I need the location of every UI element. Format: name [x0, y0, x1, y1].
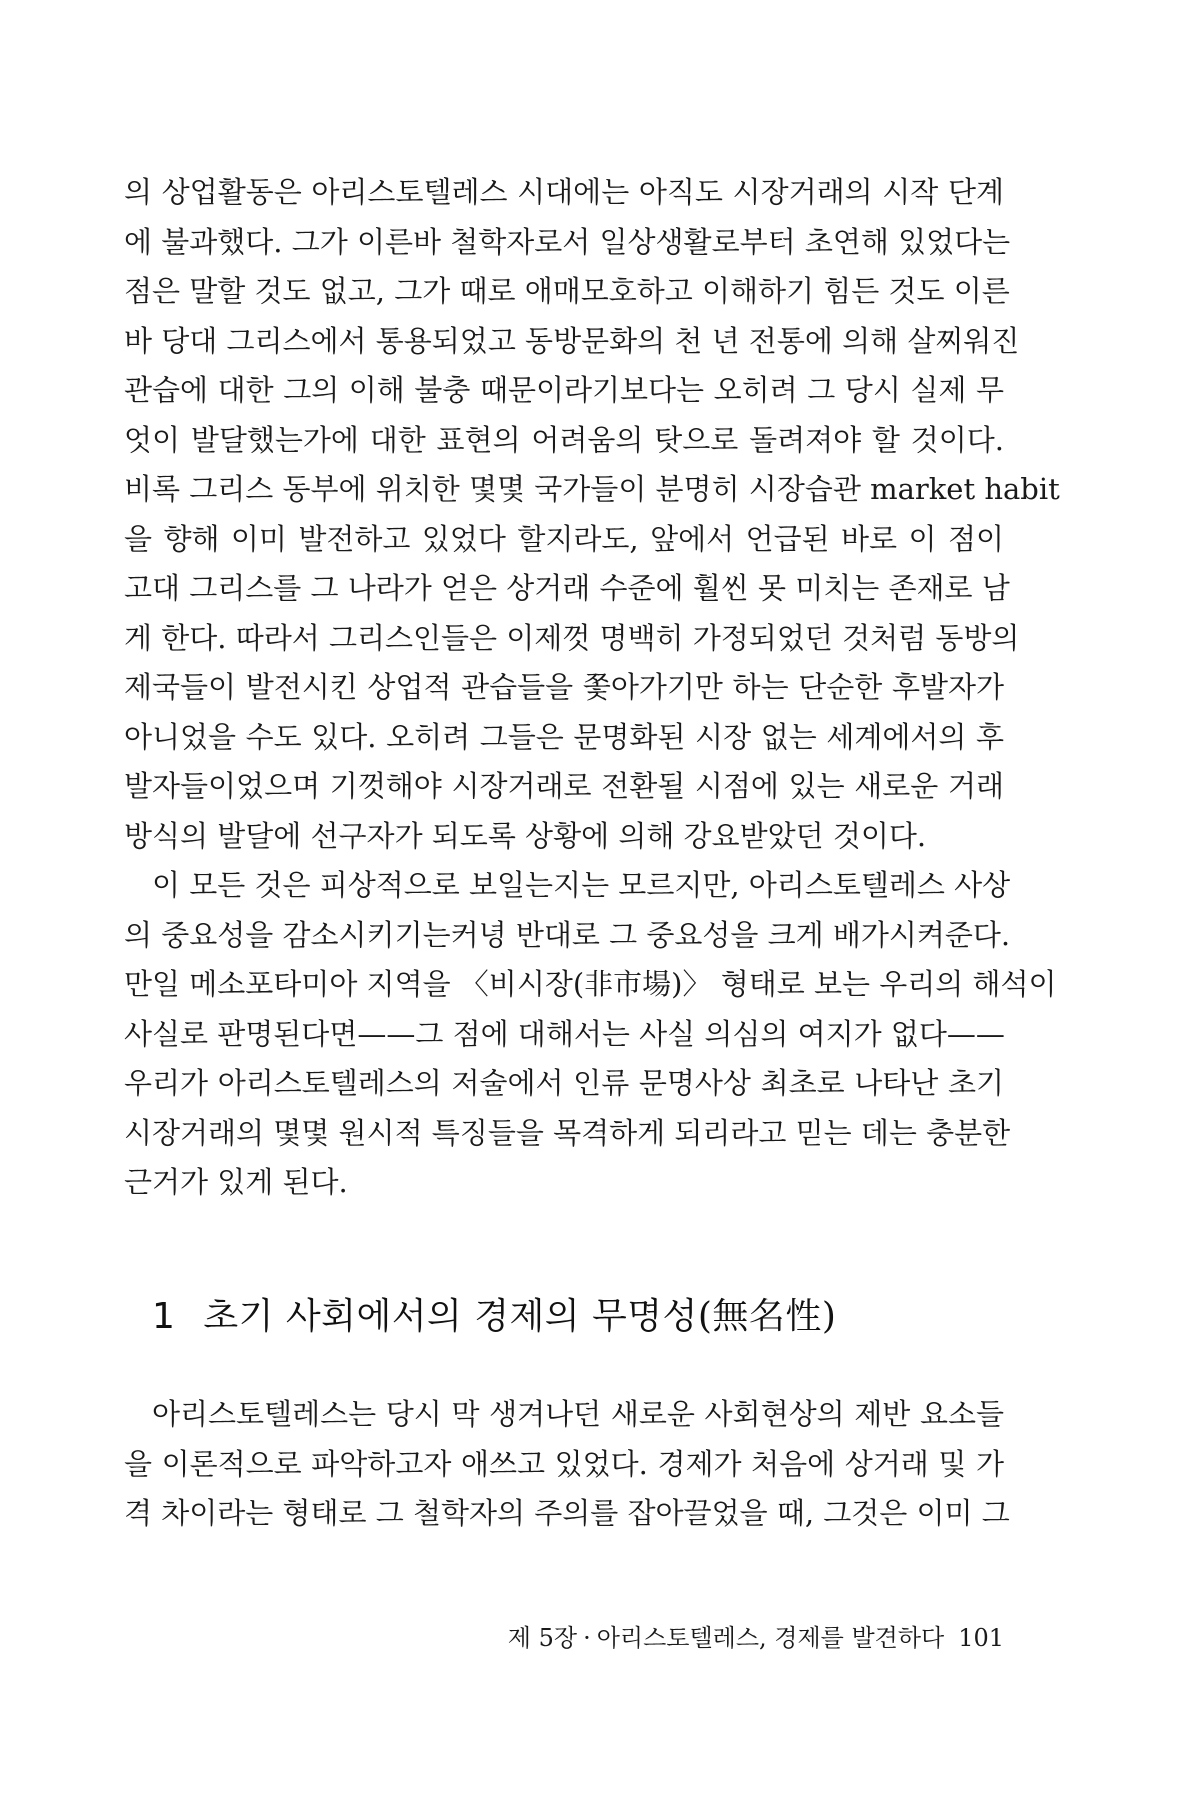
text-line: 의 중요성을 감소시키기는커녕 반대로 그 중요성을 크게 배가시켜준다.: [124, 917, 1011, 952]
paragraph: [124, 1390, 1010, 1539]
text-line: 근거가 있게 된다.: [124, 1165, 348, 1199]
body-text-block: [124, 1390, 1010, 1539]
section-heading: [152, 1288, 836, 1339]
body-text-block: [124, 168, 1060, 1208]
text-line: 바 당대 그리스에서 통용되었고 동방문화의 천 년 전통에 의해 살찌워진: [124, 323, 1020, 358]
text-line: 엇이 발달했는가에 대한 표현의 어려움의 탓으로 돌려져야 할 것이다.: [124, 422, 1004, 457]
text-line: 우리가 아리스토텔레스의 저술에서 인류 문명사상 최초로 나타난 초기: [124, 1066, 1004, 1100]
section-number: 1: [152, 1296, 176, 1337]
paragraph: [124, 861, 1057, 1208]
text-line: 아리스토텔레스는 당시 막 생겨나던 새로운 사회현상의 제반 요소들: [152, 1397, 1004, 1431]
text-line: 의 상업활동은 아리스토텔레스 시대에는 아직도 시장거래의 시작 단계: [124, 175, 1004, 209]
text-line: 점은 말할 것도 없고, 그가 때로 애매모호하고 이해하기 힘든 것도 이른: [124, 274, 1010, 308]
text-line: 을 향해 이미 발전하고 있었다 할지라도, 앞에서 언급된 바로 이 점이: [124, 521, 1004, 556]
text-line: 에 불과했다. 그가 이른바 철학자로서 일상생활로부터 초연해 있었다는: [124, 224, 1011, 259]
text-line: 고대 그리스를 그 나라가 얻은 상거래 수준에 훨씬 못 미치는 존재로 남: [124, 571, 1010, 605]
footer-chapter: 제 5장: [507, 1624, 578, 1652]
text-line: 방식의 발달에 선구자가 되도록 상황에 의해 강요받았던 것이다.: [124, 818, 927, 853]
footer-chapter-title: 아리스토텔레스, 경제를 발견하다: [596, 1624, 945, 1652]
page-number: 101: [958, 1624, 1004, 1652]
text-line: 시장거래의 몇몇 원시적 특징들을 목격하게 되리라고 믿는 데는 충분한: [124, 1115, 1011, 1150]
text-line: 비록 그리스 동부에 위치한 몇몇 국가들이 분명히 시장습관 market habit: [124, 472, 1060, 506]
text-line: 격 차이라는 형태로 그 철학자의 주의를 잡아끌었을 때, 그것은 이미 그: [124, 1496, 1010, 1530]
text-line: 관습에 대한 그의 이해 불충 때문이라기보다는 오히려 그 당시 실제 무: [124, 373, 1004, 407]
paragraph: [124, 168, 1060, 861]
section-title: 초기 사회에서의 경제의 무명성(無名性): [203, 1296, 837, 1337]
text-line: 게 한다. 따라서 그리스인들은 이제껏 명백히 가정되었던 것처럼 동방의: [124, 620, 1020, 655]
text-line: 을 이론적으로 파악하고자 애쓰고 있었다. 경제가 처음에 상거래 및 가: [124, 1446, 1004, 1481]
text-line: 아니었을 수도 있다. 오히려 그들은 문명화된 시장 없는 세계에서의 후: [124, 719, 1004, 754]
text-line: 제국들이 발전시킨 상업적 관습들을 쫓아가기만 하는 단순한 후발자가: [124, 670, 1004, 704]
text-line: 만일 메소포타미아 지역을 〈비시장(非市場)〉 형태로 보는 우리의 해석이: [124, 967, 1057, 1001]
running-footer: [508, 1618, 1004, 1653]
text-line: 발자들이었으며 기껏해야 시장거래로 전환될 시점에 있는 새로운 거래: [124, 769, 1004, 803]
text-line: 이 모든 것은 피상적으로 보일는지는 모르지만, 아리스토텔레스 사상: [152, 868, 1011, 902]
text-line: 사실로 판명된다면——그 점에 대해서는 사실 의심의 여지가 없다——: [124, 1016, 1005, 1051]
footer-separator: ·: [583, 1624, 591, 1652]
